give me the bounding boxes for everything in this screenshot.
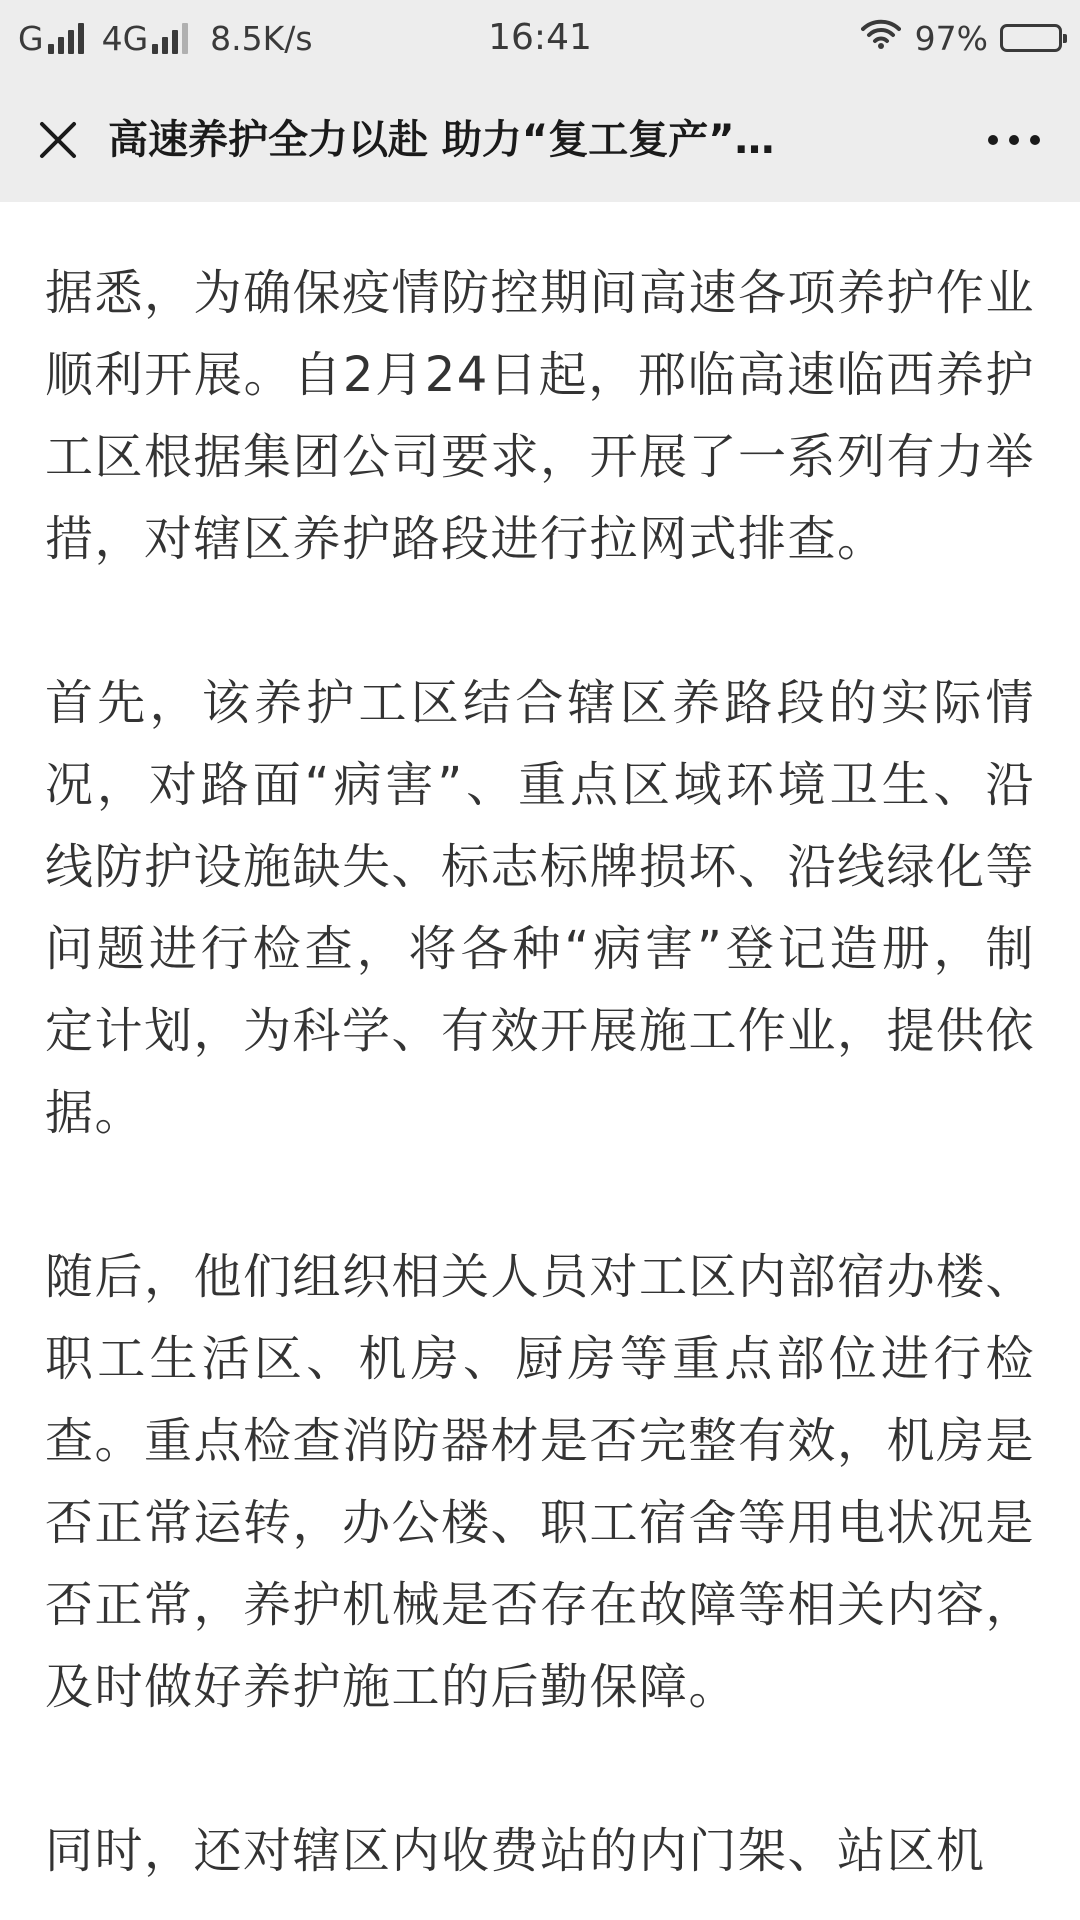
battery-cap xyxy=(1063,34,1067,43)
page-title: 高速养护全力以赴 助力“复工复产”… xyxy=(108,117,775,163)
close-button[interactable] xyxy=(30,112,86,168)
more-icon xyxy=(987,134,1041,146)
battery-percentage: 97% xyxy=(914,18,988,58)
status-bar xyxy=(0,0,1080,78)
nav-bar xyxy=(0,78,1080,202)
close-icon xyxy=(38,120,78,160)
net-speed-label: 8.5K/s xyxy=(210,18,313,58)
carrier-label: G xyxy=(18,18,44,58)
status-right xyxy=(861,14,1062,62)
article-paragraph: 随后，他们组织相关人员对工区内部宿办楼、职工生活区、机房、厨房等重点部位进行检查。重点检查消防器材是否完整有效，机房是否正常运转，办公楼、职工宿舍等用电状况是否正常，养护机械是否存在故障等相关内容，及时做好养护施工的后勤保障。 xyxy=(45,1249,1035,1715)
article-paragraph: 首先，该养护工区结合辖区养路段的实际情况，对路面“病害”、重点区域环境卫生、沿线防护设施缺失、标志标牌损坏、沿线绿化等问题进行检查，将各种“病害”登记造册，制定计划，为科学、有效开展施工作业，提供依据。 xyxy=(45,675,1035,1141)
article-paragraph: 据悉，为确保疫情防控期间高速各项养护作业顺利开展。自2月24日起，邢临高速临西养护工区根据集团公司要求，开展了一系列有力举措，对辖区养护路段进行拉网式排查。 xyxy=(45,265,1035,567)
wifi-icon xyxy=(861,18,901,58)
article-body xyxy=(45,202,1035,1920)
network-type-label: 4G xyxy=(101,18,149,58)
battery-icon xyxy=(1000,24,1062,52)
article-paragraph: 同时，还对辖区内收费站的内门架、站区机 xyxy=(45,1823,986,1879)
more-button[interactable] xyxy=(978,112,1050,168)
status-time: 16:41 xyxy=(488,17,592,58)
